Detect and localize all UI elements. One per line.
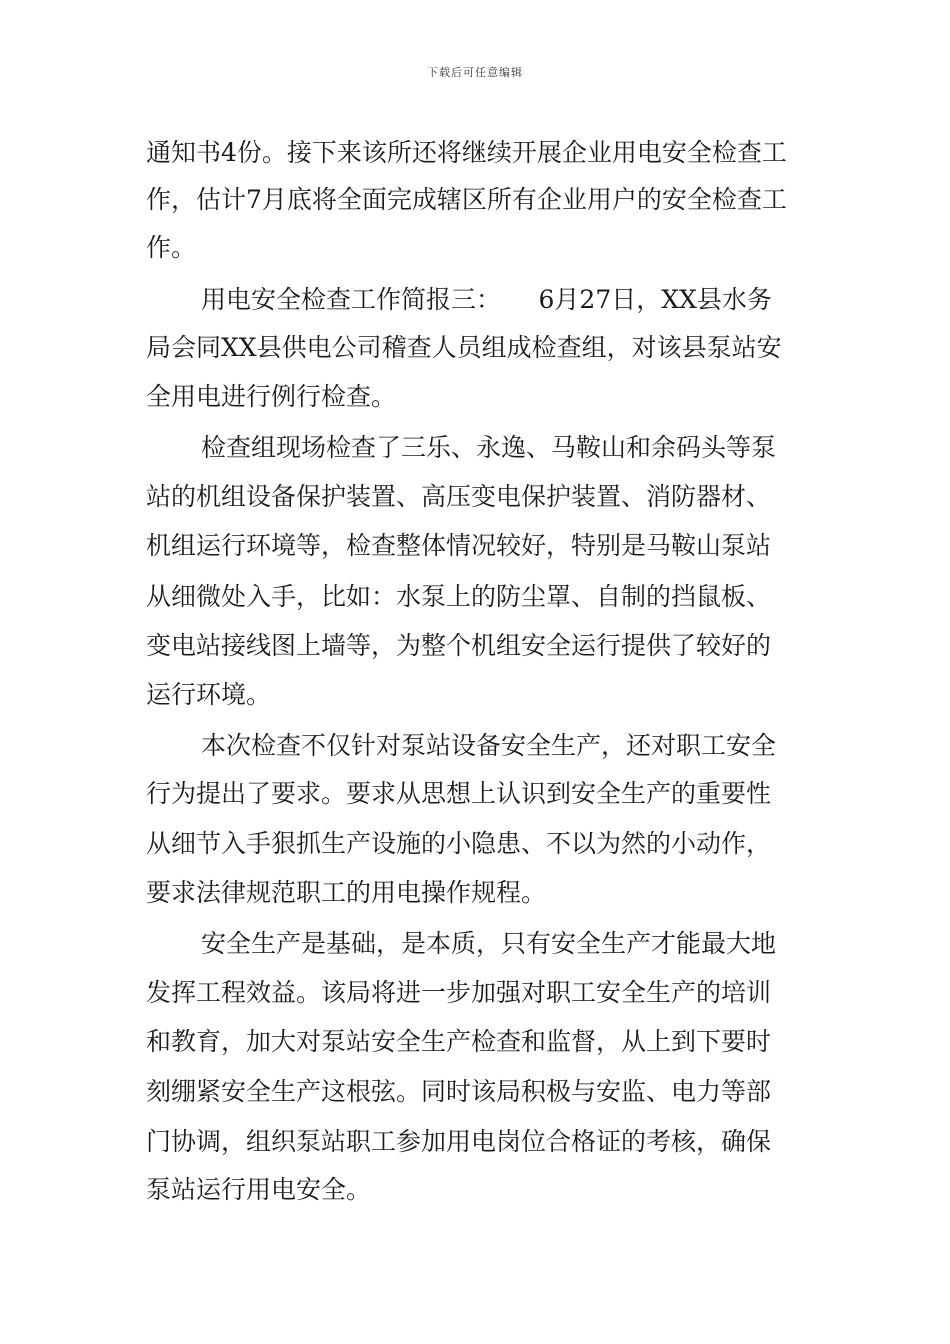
text-line: 从细微处入手，比如：水泵上的防尘罩、自制的挡鼠板、: [146, 582, 772, 611]
text-line: 作。: [146, 233, 197, 262]
text-line: 机组运行环境等，检查整体情况较好，特别是马鞍山泵站: [146, 531, 772, 560]
text-line: 泵站运行用电安全。: [146, 1175, 372, 1204]
paragraph-first-line: 本次检查不仅针对泵站设备安全生产，还对职工安全: [201, 731, 777, 760]
text-line: 变电站接线图上墙等，为整个机组安全运行提供了较好的: [146, 631, 772, 660]
paragraph-first-line: 检查组现场检查了三乐、永逸、马鞍山和余码头等泵: [201, 433, 777, 462]
text-line: 从细节入手狠抓生产设施的小隐患、不以为然的小动作，: [146, 829, 772, 858]
text-line: 刻绷紧安全生产这根弦。同时该局积极与安监、电力等部: [146, 1077, 772, 1106]
text-line: 作，估计7月底将全面完成辖区所有企业用户的安全检查工: [146, 185, 787, 214]
text-line: 局会同XX县供电公司稽查人员组成检查组，对该县泵站安: [146, 333, 782, 362]
text-line: 发挥工程效益。该局将进一步加强对职工安全生产的培训: [146, 978, 772, 1007]
text-line: 门协调，组织泵站职工参加用电岗位合格证的考核，确保: [146, 1127, 772, 1156]
text-line: 通知书4份。接下来该所还将继续开展企业用电安全检查工: [146, 138, 787, 167]
paragraph-first-line: 用电安全检查工作简报三： 6月27日，XX县水务: [201, 285, 772, 314]
text-line: 要求法律规范职工的用电操作规程。: [146, 878, 547, 907]
paragraph-first-line: 安全生产是基础，是本质，只有安全生产才能最大地: [201, 929, 777, 958]
text-line: 站的机组设备保护装置、高压变电保护装置、消防器材、: [146, 482, 772, 511]
text-line: 和教育，加大对泵站安全生产检查和监督，从上到下要时: [146, 1027, 772, 1056]
text-line: 运行环境。: [146, 680, 272, 709]
text-line: 行为提出了要求。要求从思想上认识到安全生产的重要性: [146, 779, 772, 808]
text-line: 全用电进行例行检查。: [146, 382, 397, 411]
page-header: 下载后可任意编辑: [427, 66, 523, 79]
